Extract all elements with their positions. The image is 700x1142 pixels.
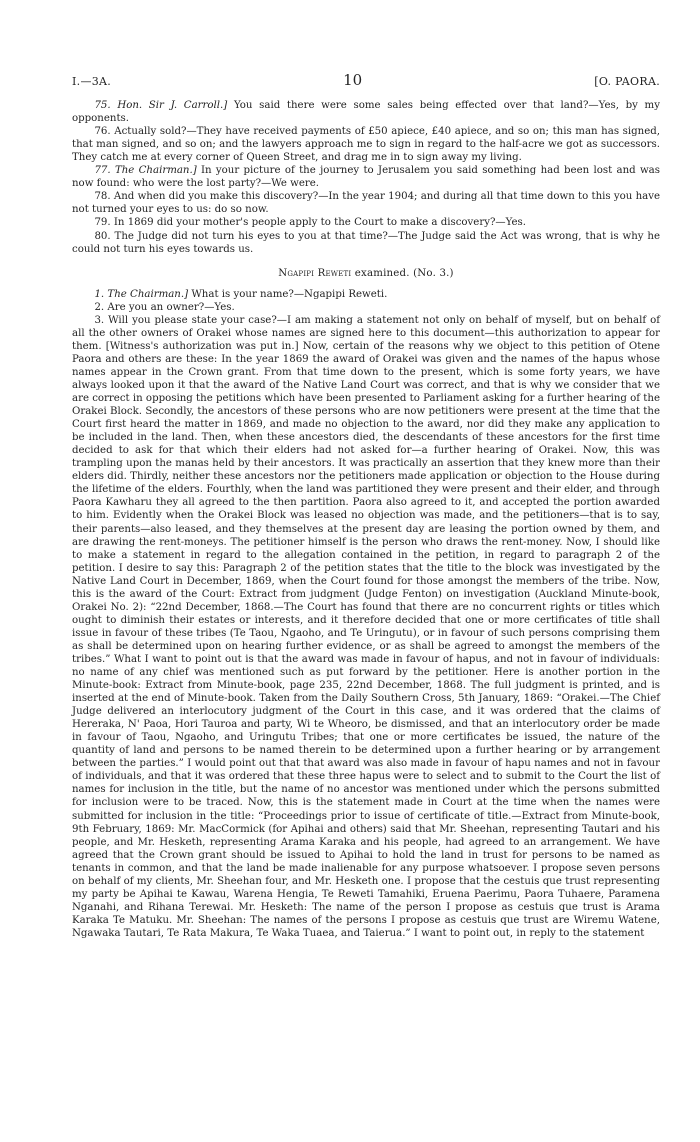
page-header (72, 71, 660, 89)
speaker-label: 1. The Chairman.] (94, 288, 189, 300)
paragraph (72, 301, 660, 314)
paragraph-text: 3. Will you please state your case?—I am making a statement not only on behalf of myself, but on behalf of all the other owners of Orakei whose names are signed here to this document—this authorization to appear for them. [Witness's authorization was put in.] Now, certain of the reasons why we object to this petition of Otene Paora and others are these: In the year 1869 the award of Orakei was given and the names of the hapus whose names appear in the Crown grant. From that time down to the present, which is some forty years, we have always looked upon it that the award of the Native Land Court was correct, and that is why we consider that we are correct in opposing the petitions which have been presented to Parliament asking for a further hearing of the Orakei Block. Secondly, the ancestors of these persons who are now petitioners were present at the time that the Court first heard the matter in 1869, and made no objection to the award, nor did they make any application to be included in the land. Then, when these ancestors died, the descendants of these ancestors for the first time decided to ask for that which their elders had not asked for—a further hearing of Orakei. Now, this was trampling upon the manas held by their ancestors. It was practically an assertion that they knew more than their elders did. Thirdly, neither these ancestors nor the petitioners made application or objection to the House during the lifetime of the elders. Fourthly, when the land was partitioned they were present and their elder, and through Paora Kawharu they all agreed to the then partition. Paora also agreed to it, and accepted the portion awarded to him. Evidently when the Orakei Block was leased no objection was made, and the petitioners—that is to say, their parents—also leased, and they themselves at the present day are leasing the portion owned by them, and are drawing the rent-moneys. The petitioner himself is the person who draws the rent-money. Now, I should like to make a statement in regard to the allegation contained in the petition, in regard to paragraph 2 of the petition. I desire to say this: Paragraph 2 of the petition states that the title to the block was investigated by the Native Land Court in December, 1869, when the Court found for those amongst the members of the tribe. Now, this is the award of the Court: Extract from judgment (Judge Fenton) on investigation (Auckland Minute-book, Orakei No. 2): “22nd December, 1868.—The Court has found that there are no concurrent rights or titles which ought to diminish their estates or interests, and it therefore decided that one or more certificates of title shall issue in favour of these tribes (Te Taou, Ngaoho, and Te Uringutu), or in favour of such persons comprising them as shall be determined upon on hearing further evidence, or as shall be agreed to amongst the members of the tribes.” What I want to point out is that the award was made in favour of hapus, and not in favour of individuals: no name of any chief was mentioned such as put forward by the petitioner. Here is another portion in the Minute-book: Extract from Minute-book, page 235, 22nd December, 1868. The full judgment is printed, and is inserted at the end of Minute-book. Taken from the Daily Southern Cross, 5th January, 1869: “Orakei.—The Chief Judge delivered an interlocutory judgment of the Court in this case, and it was ordered that the claims of Hereraka, N' Paoa, Hori Tauroa and party, Wi te Wheoro, be dismissed, and that an interlocutory order be made in favour of Taou, Ngaoho, and Uringutu Tribes; that one or more certificates be issued, the nature of the quantity of land and persons to be named therein to be determined upon a further hearing or by arrangement between the parties.” I would point out that that award was also made in favour of hapu names and not in favour of individuals, and that it was ordered that these three hapus were to select and to submit to the Court the list of names for inclusion in the title, but the name of no ancestor was mentioned under which the persons submitted for inclusion were to be traced. Now, this is the statement made in Court at the time when the names were submitted for inclusion in the title: “Proceedings prior to issue of certificate of title.—Extract from Minute-book, 9th February, 1869: Mr. MacCormick (for Apihai and others) said that Mr. Sheehan, representing Tautari and his people, and Mr. Hesketh, representing Arama Karaka and his people, had agreed to an arrangement. We have agreed that the Crown grant should be issued to Apihai to hold the land in trust for persons to be named as tenants in common, and that the land be made inalienable for any purpose whatsoever. I propose seven persons on behalf of my clients, Mr. Sheehan four, and Mr. Hesketh one. I propose that the cestuis que trust representing my party be Apihai te Kawau, Warena Hengia, Te Reweti Tamahiki, Eruena Paerimu, Paora Tuhaere, Paramena Nganahi, and Rihana Terewai. Mr. Hesketh: The name of the person I propose as cestuis que trust is Arama Karaka Te Matuku. Mr. Sheehan: The names of the persons I propose as cestuis que trust are Wiremu Watene, Ngawaka Tautari, Te Rata Makura, Te Waka Tuaea, and Taierua.” I want to point out, in reply to the statement (72, 314, 660, 939)
paragraph (72, 125, 660, 164)
paragraph-text: 78. And when did you make this discovery?—In the year 1904; and during all that time down to this you have not turned your eyes to us: do so now. (72, 191, 660, 216)
speaker-label: 77. The Chairman.] (94, 165, 197, 177)
paragraph-text: 2. Are you an owner?—Yes. (94, 301, 235, 313)
paragraph-text: 80. The Judge did not turn his eyes to you at that time?—The Judge said the Act was wrong, that is why he could not turn his eyes towards us. (72, 230, 660, 255)
paper-reference: I.—3A. (72, 75, 112, 88)
paragraph (72, 288, 660, 301)
testimony-ngapipi-reweti (72, 288, 660, 940)
paragraph-text: What is your name?—Ngapipi Reweti. (188, 288, 388, 300)
page-number: 10 (343, 71, 363, 89)
paragraph (72, 99, 660, 125)
paragraph (72, 190, 660, 216)
section-heading-rest: examined. (No. 3.) (351, 267, 454, 279)
testimony-continued (72, 99, 660, 256)
speaker-label: 75. Hon. Sir J. Carroll.] (94, 100, 228, 112)
paragraph (72, 216, 660, 229)
paragraph-text: In your picture of the journey to Jerusalem you said something had been lost and was now found: who were the lost party?—We were. (72, 165, 660, 190)
paragraph-text: You said there were some sales being effected over that land?—Yes, by my opponents. (72, 100, 660, 125)
witness-reference: [O. PAORA. (594, 75, 660, 88)
paragraph (72, 230, 660, 256)
paragraph (72, 164, 660, 190)
section-heading (72, 267, 660, 280)
paragraph (72, 314, 660, 940)
paragraph-text: 79. In 1869 did your mother's people apply to the Court to make a discovery?—Yes. (94, 217, 526, 229)
paragraph-text: 76. Actually sold?—They have received payments of £50 apiece, £40 apiece, and so on; this man has signed, that man signed, and so on; and the lawyers approach me to sign in regard to the half-acre we got as successors. They catch me at every corner of Queen Street, and drag me in to sign away my living. (72, 126, 660, 164)
witness-name: Ngapipi Reweti (278, 267, 352, 279)
